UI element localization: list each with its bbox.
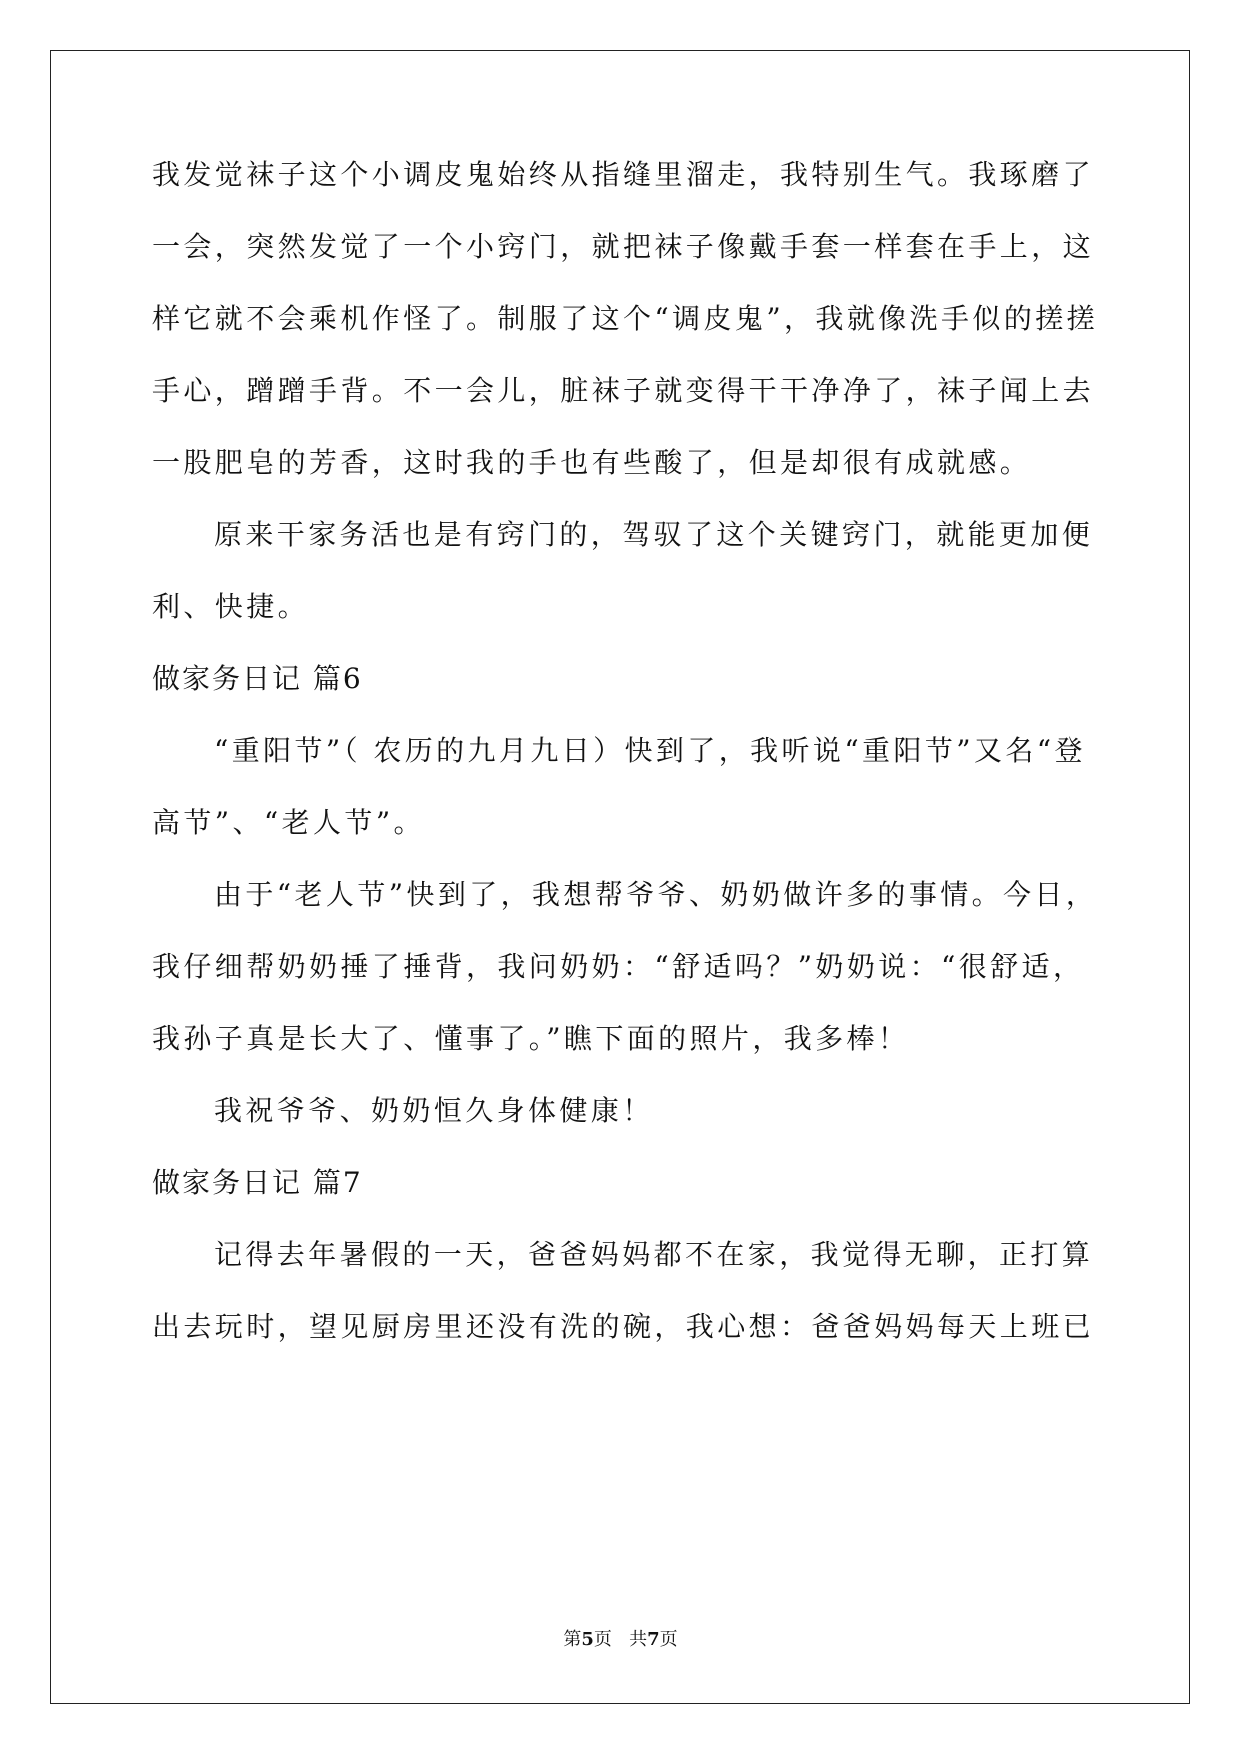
- text-line: 一股肥皂的芳香，这时我的手也有些酸了，但是却很有成就感。: [152, 446, 1032, 479]
- text-line: 原来干家务活也是有窍门的，驾驭了这个关键窍门，就能更加便: [214, 518, 1094, 551]
- text-line: 我孙子真是长大了、懂事了。”瞧下面的照片，我多棒！: [152, 1022, 910, 1055]
- footer-prefix: 第: [563, 1629, 582, 1650]
- section-heading: 做家务日记 篇6: [152, 662, 363, 695]
- total-page-number: 7: [647, 1629, 660, 1650]
- section-heading: 做家务日记 篇7: [152, 1166, 363, 1199]
- text-line: 利、快捷。: [152, 590, 310, 623]
- current-page-number: 5: [581, 1629, 594, 1650]
- text-line: 样它就不会乘机作怪了。制服了这个“调皮鬼”，我就像洗手似的搓搓: [152, 302, 1099, 335]
- footer-middle: 页 共: [593, 1629, 648, 1650]
- footer-suffix: 页: [659, 1629, 678, 1650]
- text-line: “重阳节”（ 农历的九月九日）快到了，我听说“重阳节”又名“登: [214, 734, 1086, 767]
- text-line: 由于“老人节”快到了，我想帮爷爷、奶奶做许多的事情。今日，: [214, 878, 1098, 911]
- text-line: 出去玩时，望见厨房里还没有洗的碗，我心想：爸爸妈妈每天上班已: [152, 1310, 1095, 1343]
- text-line: 我祝爷爷、奶奶恒久身体健康！: [214, 1094, 654, 1127]
- text-line: 高节”、“老人节”。: [152, 806, 425, 839]
- text-line: 我仔细帮奶奶捶了捶背，我问奶奶：“舒适吗？”奶奶说：“很舒适，: [152, 950, 1085, 983]
- text-line: 记得去年暑假的一天，爸爸妈妈都不在家，我觉得无聊，正打算: [214, 1238, 1094, 1271]
- text-line: 一会，突然发觉了一个小窍门，就把袜子像戴手套一样套在手上，这: [152, 230, 1095, 263]
- text-line: 手心，蹭蹭手背。不一会儿，脏袜子就变得干干净净了，袜子闻上去: [152, 374, 1095, 407]
- page-footer: [0, 1628, 1241, 1652]
- text-line: 我发觉袜子这个小调皮鬼始终从指缝里溜走，我特别生气。我琢磨了: [152, 158, 1095, 191]
